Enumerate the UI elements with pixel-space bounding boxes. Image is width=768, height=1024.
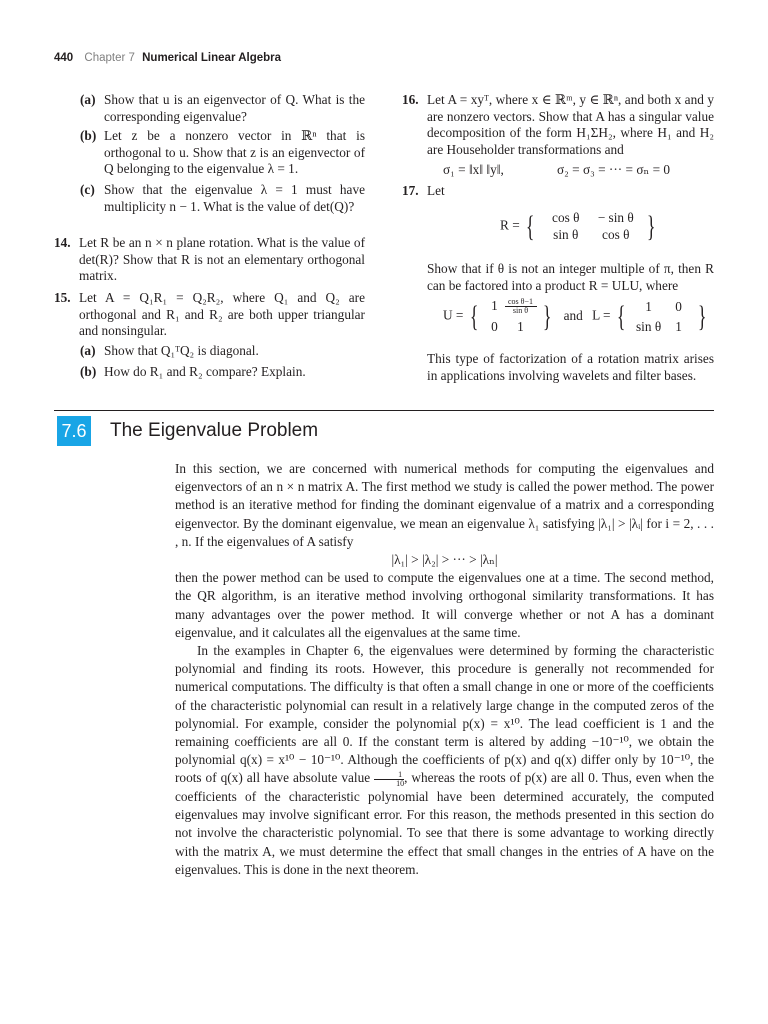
exercise-16-equation-1: σ₁ = ‖x‖ ‖y‖, — [443, 162, 504, 177]
exercise-13b-label: (b) — [80, 128, 97, 143]
exercise-15b-label: (b) — [80, 364, 97, 379]
rotation-matrix-lhs: R = — [500, 217, 520, 233]
exercise-13b — [80, 128, 365, 178]
exercise-15b-text: How do R₁ and R₂ compare? Explain. — [104, 364, 306, 379]
u-matrix-lhs: U = — [443, 307, 464, 323]
exercise-15-text: Let A = Q₁R₁ = Q₂R₂, where Q₁ and Q₂ are orthogonal and R₁ and R₂ are both upper triangular and nonsingular. — [79, 290, 365, 339]
matrix-entry: 1 — [645, 298, 652, 314]
exercise-13c-text: Show that the eigenvalue λ = 1 must have multiplicity n − 1. What is the value of det(Q)? — [104, 182, 365, 214]
matrix-entry: − sin θ — [597, 210, 634, 225]
left-brace: { — [469, 299, 479, 333]
section-title: The Eigenvalue Problem — [110, 420, 319, 441]
left-brace: { — [616, 299, 626, 333]
paragraph-1: In this section, we are concerned with numerical methods for computing the eigenvalues and eigenvectors of an n × n matrix A. The first method we study is called the power method. The power method is an iterative method for finding the dominant eigenvalue of a matrix and a corresponding eigenvector. By the dominant eigenvalue, we mean an eigenvalue λ₁ satisfying |λ₁| > |λᵢ| for i = 2, . . . , n. If the eigenvalues of A satisfy — [175, 461, 714, 549]
exercise-13b-text: Let z be a nonzero vector in ℝⁿ that is orthogonal to u. Show that z is an eigenvector of Q belonging to the eigenvalue λ = 1. — [104, 128, 365, 177]
rotation-matrix-equation — [500, 210, 659, 243]
left-brace: { — [525, 209, 535, 243]
right-brace: } — [697, 299, 707, 333]
one-tenth-fraction — [374, 771, 404, 788]
fraction-denominator: 10 — [396, 778, 405, 788]
section-rule — [54, 410, 714, 411]
rotation-matrix — [541, 210, 641, 243]
section-body — [175, 460, 714, 879]
exercise-14-text: Let R be an n × n plane rotation. What is the value of det(R)? Show that R is not an elementary orthogonal matrix. — [79, 235, 365, 284]
fraction-numerator: 1 — [374, 771, 404, 780]
fraction-numerator: cos θ−1 — [505, 298, 537, 307]
exercise-13a-label: (a) — [80, 92, 96, 107]
l-matrix-lhs: L = — [592, 307, 611, 323]
exercise-15a-text: Show that Q₁ᵀQ₂ is diagonal. — [104, 343, 259, 358]
paragraph-2: then the power method can be used to compute the eigenvalues one at a time. The second method, the QR algorithm, is an iterative method involving orthogonal similarity transformations. It has many advantages over the power method. It will converge whether or not A has a dominant eigenvalue, and it calculates all the eigenvalues at the same time. — [175, 570, 714, 640]
exercise-13a — [80, 92, 365, 125]
matrix-entry: cos θ — [552, 210, 580, 225]
fraction-denominator: sin θ — [512, 306, 529, 315]
matrix-entry: 1 — [517, 319, 524, 334]
matrix-entry: 0 — [675, 298, 682, 314]
and-word: and — [563, 307, 583, 323]
exercise-15b — [80, 364, 365, 381]
exercise-13a-text: Show that u is an eigenvector of Q. What is the corresponding eigenvalue? — [104, 92, 365, 124]
paragraph-3-part-1: In the examples in Chapter 6, the eigenvalues were determined by forming the characteristic polynomial and finding its roots. However, this procedure is generally not recommended for numerical computations. The difficulty is that often a small change in one or more of the coefficients of the characteristic polynomial can result in a relatively large change in the computed zeros of the polynomial. For example, consider the polynomial p(x) = x¹⁰. The lead coefficient is 1 and the remaining coefficients are all 0. If the constant term is altered by adding −10⁻¹⁰, we obtain the polynomial q(x) = x¹⁰ − 10⁻¹⁰. Although the coefficients of p(x) and q(x) differ only by 10⁻¹⁰, the roots of q(x) all have absolute value — [175, 643, 714, 786]
exercise-17 — [402, 183, 714, 200]
factor-matrices-equation — [443, 298, 709, 335]
exercise-14 — [54, 235, 365, 285]
chapter-title: Numerical Linear Algebra — [142, 52, 282, 64]
chapter-label: Chapter 7 — [84, 52, 135, 64]
exercise-15a — [80, 343, 365, 360]
matrix-entry: cos θ — [602, 227, 630, 242]
dominance-inequality: |λ₁| > |λ₂| > ··· > |λₙ| — [391, 552, 498, 568]
exercise-17-factor-text: Show that if θ is not an integer multiple of π, then R can be factored into a product R = ULU, where — [427, 261, 714, 293]
exercise-16-equation-2: σ₂ = σ₃ = ··· = σₙ = 0 — [557, 162, 671, 177]
exercise-14-number: 14. — [54, 235, 71, 250]
running-header — [54, 52, 281, 64]
section-number-box: 7.6 — [57, 416, 91, 446]
matrix-entry: 0 — [491, 319, 498, 334]
exercise-13c-label: (c) — [80, 182, 95, 197]
page-number: 440 — [54, 52, 74, 64]
exercise-17-text: Let — [427, 183, 445, 198]
matrix-entry: sin θ — [636, 318, 662, 334]
exercise-16-number: 16. — [402, 92, 419, 107]
exercise-17-number: 17. — [402, 183, 419, 198]
right-brace: } — [646, 209, 656, 243]
matrix-entry: 1 — [675, 318, 682, 334]
exercise-15 — [54, 290, 365, 340]
exercise-16 — [402, 92, 714, 158]
paragraph-3-part-2: , whereas the roots of p(x) are all 0. Thus, even when the coefficients of the characteristic polynomial have been determined accurately, the computed eigenvalues may involve significant error. For this reason, the methods presented in this section do not involve the characteristic polynomial. To see that there is some advantage to working directly with the matrix A, we must determine the effect that small changes in the entries of A have on the eigenvalues. This is done in the next theorem. — [175, 770, 714, 877]
matrix-entry: sin θ — [553, 227, 579, 242]
l-matrix — [632, 299, 692, 335]
exercise-15a-label: (a) — [80, 343, 96, 358]
matrix-entry: 1 — [491, 298, 498, 313]
paragraph-3 — [175, 642, 714, 879]
exercise-13c — [80, 182, 365, 215]
exercise-16-text: Let A = xyᵀ, where x ∈ ℝᵐ, y ∈ ℝⁿ, and both x and y are nonzero vectors. Show that A has a singular value decomposition of the form H₁ΣH₂, where H₁ and H₂ are Householder transformations and — [427, 92, 714, 157]
exercise-15-number: 15. — [54, 290, 71, 305]
exercise-17-closing-text: This type of factorization of a rotation matrix arises in applications involving wavelets and filter bases. — [427, 351, 714, 383]
right-brace: } — [542, 299, 552, 333]
u-matrix — [485, 298, 537, 335]
matrix-entry-fraction — [505, 298, 537, 315]
